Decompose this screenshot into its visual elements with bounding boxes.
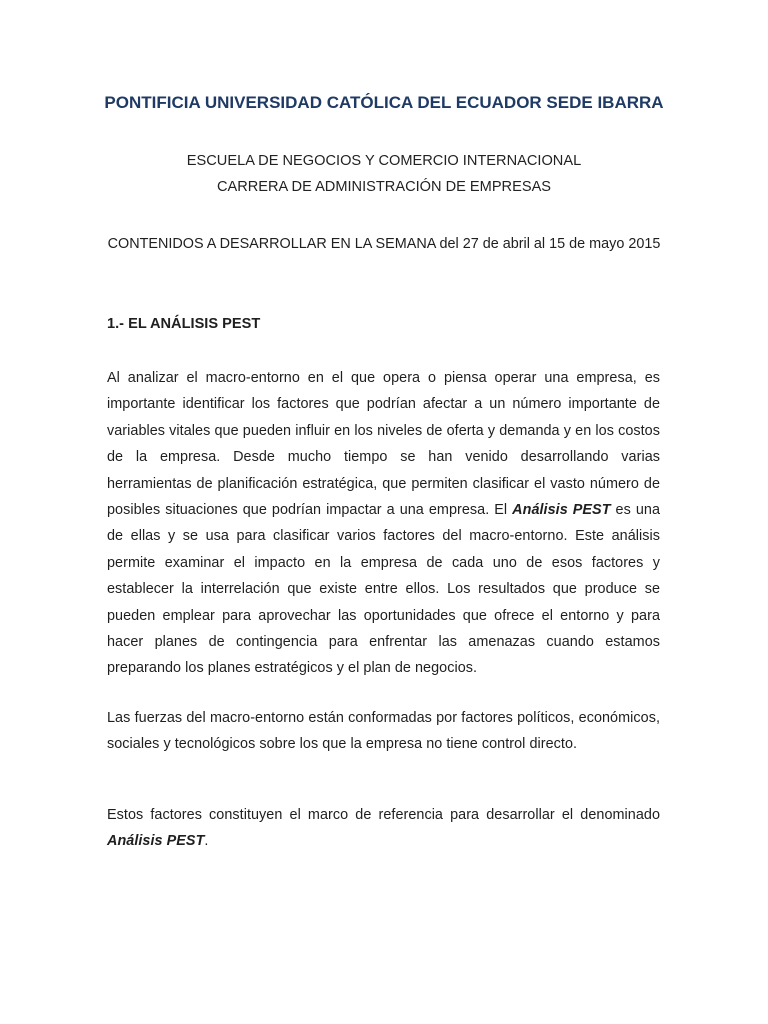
paragraph-2: Las fuerzas del macro-entorno están conformadas por factores políticos, económicos, sociales y tecnológicos sobre los que la empresa no tiene control directo.	[107, 710, 660, 753]
document-title: PONTIFICIA UNIVERSIDAD CATÓLICA DEL ECUADOR SEDE IBARRA	[104, 93, 664, 112]
paragraph-1-emphasis: Análisis PEST	[512, 502, 611, 519]
paragraph-1	[107, 365, 660, 682]
paragraph-1-part-b: es una de ellas y se usa para clasificar varios factores del macro-entorno. Este análisis permite examinar el impacto en la empresa de cada uno de esos factores y establecer la interrelación que existe entre ellos. Los resultados que produce se pueden emplear para aprovechar las oportunidades que ofrece el entorno y para hacer planes de contingencia para enfrentar las amenazas cuando estamos preparando los planes estratégicos y el plan de negocios.	[107, 502, 660, 677]
contents-prefix: CONTENIDOS A DESARROLLAR EN LA SEMANA	[107, 236, 436, 252]
paragraph-3	[107, 802, 660, 855]
school-name: ESCUELA DE NEGOCIOS Y COMERCIO INTERNACIONAL	[186, 153, 582, 169]
contents-dates: del 27 de abril al 15 de mayo 2015	[435, 236, 661, 252]
contents-line	[100, 231, 668, 257]
paragraph-3-emphasis: Análisis PEST	[107, 833, 205, 850]
section-heading: 1.- EL ANÁLISIS PEST	[107, 316, 261, 332]
paragraph-3-part-b: .	[204, 833, 209, 850]
paragraph-1-part-a: Al analizar el macro-entorno en el que opera o piensa operar una empresa, es importante identificar los factores que podrían afectar a un número importante de variables vitales que pueden influir en los niveles de oferta y demanda y en los costos de la empresa. Desde mucho tiempo se han venido desarrollando varias herramientas de planificación estratégica, que permiten clasificar el vasto número de posibles situaciones que podrían impactar a una empresa. El	[107, 370, 660, 519]
career-name: CARRERA DE ADMINISTRACIÓN DE EMPRESAS	[216, 179, 552, 195]
paragraph-3-part-a: Estos factores constituyen el marco de referencia para desarrollar el denominado	[107, 807, 660, 823]
